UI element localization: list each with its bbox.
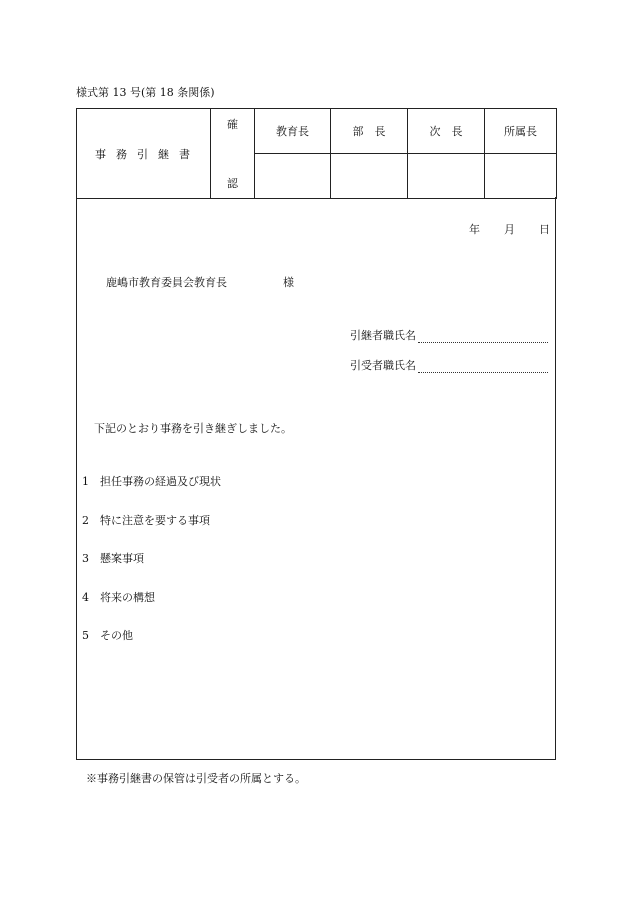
item-number: 3	[82, 552, 89, 565]
item-number: 1	[82, 475, 89, 488]
transferor-label: 引継者職氏名	[350, 329, 416, 342]
approver-label-superintendent: 教育長	[255, 109, 331, 154]
stamp-box-department-head[interactable]	[331, 154, 408, 199]
date-month-label: 月	[504, 223, 515, 236]
item-number: 2	[82, 514, 89, 527]
transferor-signature-field[interactable]	[418, 330, 548, 343]
statement: 下記のとおり事務を引き継ぎしました。	[94, 422, 292, 435]
transferee-label: 引受者職氏名	[350, 359, 416, 372]
honorific: 様	[283, 276, 294, 289]
stamp-box-deputy-head[interactable]	[408, 154, 485, 199]
stamp-box-superintendent[interactable]	[255, 154, 331, 199]
date-year-label: 年	[469, 223, 480, 236]
confirm-label-bottom: 認	[227, 176, 238, 190]
approver-label-section-head: 所属長	[485, 109, 557, 154]
transferor-signature-row	[350, 327, 548, 343]
item-number: 4	[82, 591, 89, 604]
date-day-label: 日	[539, 223, 550, 236]
list-item	[82, 589, 155, 605]
item-number: 5	[82, 629, 89, 642]
transferee-signature-field[interactable]	[418, 360, 548, 373]
confirm-label-cell	[211, 109, 255, 199]
document-title: 事務引継書	[77, 109, 211, 199]
item-text: 担任事務の経過及び現状	[100, 475, 221, 488]
item-text: 将来の構想	[100, 591, 155, 604]
form-number: 様式第 13 号(第 18 条関係)	[76, 86, 215, 99]
list-item	[82, 550, 144, 566]
list-item	[82, 473, 221, 489]
confirm-label-top: 確	[227, 117, 238, 131]
approver-label-department-head: 部 長	[331, 109, 408, 154]
approval-header-table	[76, 108, 557, 199]
item-text: その他	[100, 629, 133, 642]
list-item	[82, 627, 133, 643]
item-text: 特に注意を要する事項	[100, 514, 210, 527]
list-item	[82, 512, 210, 528]
transferee-signature-row	[350, 357, 548, 373]
approver-label-deputy-head: 次 長	[408, 109, 485, 154]
addressee: 鹿嶋市教育委員会教育長	[106, 276, 227, 289]
footnote: ※事務引継書の保管は引受者の所属とする。	[86, 772, 306, 785]
stamp-box-section-head[interactable]	[485, 154, 557, 199]
item-text: 懸案事項	[100, 552, 144, 565]
